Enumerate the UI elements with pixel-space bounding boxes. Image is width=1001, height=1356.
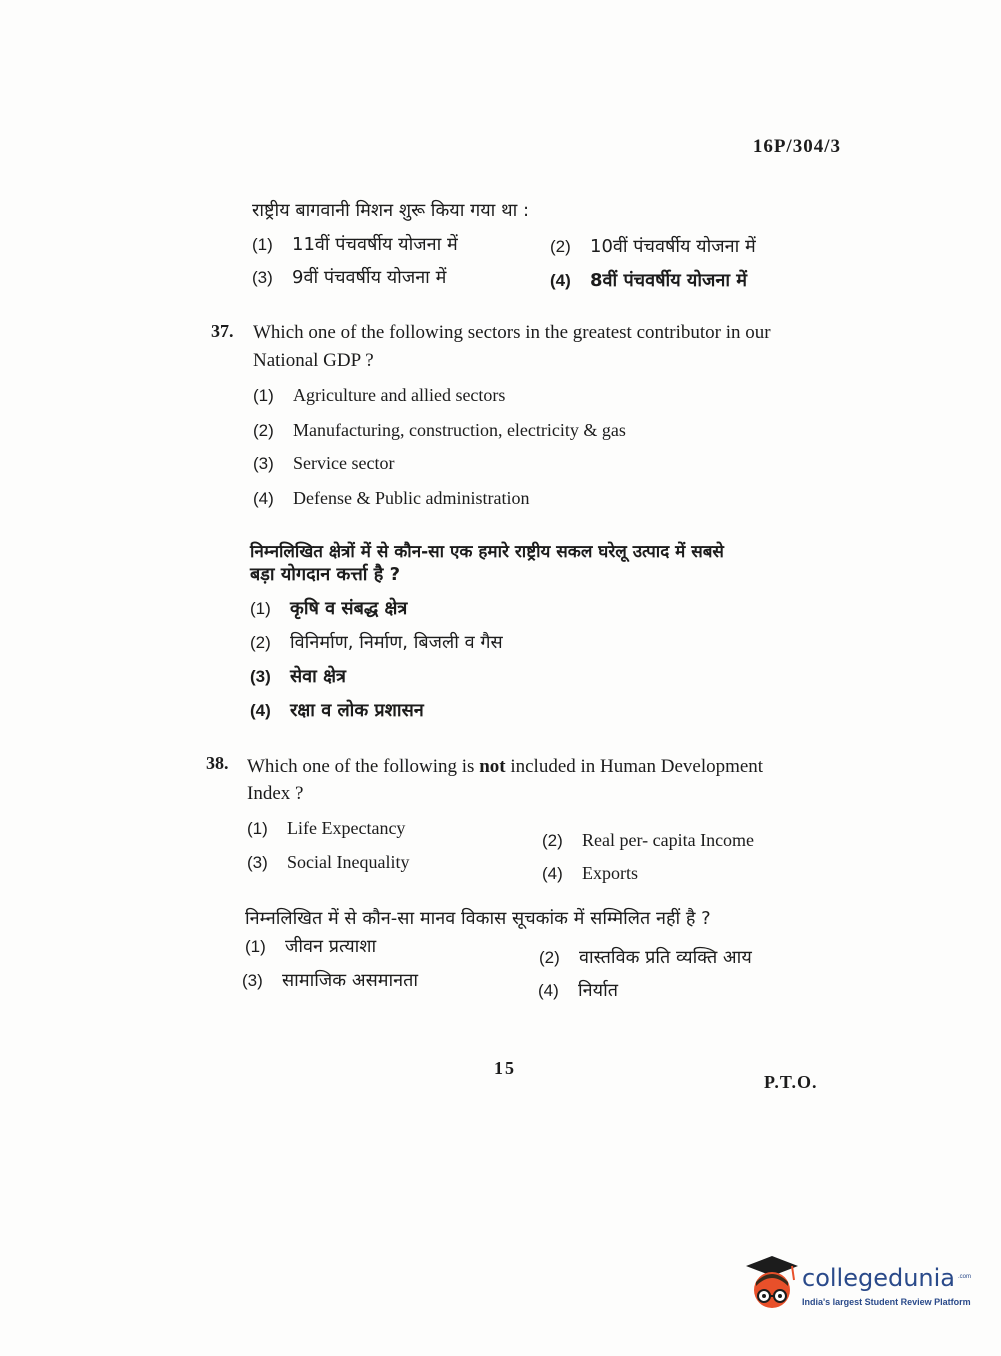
q36-stem-hindi: राष्ट्रीय बागवानी मिशन शुरू किया गया था : <box>252 200 530 221</box>
q37-option-en-3: (3) Service sector <box>253 453 395 473</box>
q38-number: 38. <box>206 753 229 773</box>
q38-option-hi-4: (4) निर्यात <box>538 980 619 1001</box>
q38-option-hi-2: (2) वास्तविक प्रति व्यक्ति आय <box>539 947 752 968</box>
q37-option-hi-2: (2) विनिर्माण, निर्माण, बिजली व गैस <box>250 632 503 653</box>
q38-option-en-1: (1) Life Expectancy <box>247 818 406 838</box>
q38-option-hi-3: (3) सामाजिक असमानता <box>242 970 419 991</box>
q36-option-3: (3) 9वीं पंचवर्षीय योजना में <box>252 267 447 288</box>
q37-number: 37. <box>211 321 234 341</box>
brand-tagline: India's largest Student Review Platform <box>802 1297 971 1307</box>
collegedunia-watermark <box>742 1252 972 1322</box>
q37-stem-english-line2: National GDP ? <box>253 350 374 371</box>
q37-stem-hindi-line1: निम्नलिखित क्षेत्रों में से कौन-सा एक हमारे राष्ट्रीय सकल घरेलू उत्पाद में सबसे <box>250 542 724 562</box>
q38-stem-english-line2: Index ? <box>247 783 304 804</box>
q37-option-en-4: (4) Defense & Public administration <box>253 488 530 508</box>
q38-option-en-2: (2) Real per- capita Income <box>542 830 755 850</box>
q37-option-en-2: (2) Manufacturing, construction, electricity & gas <box>253 420 626 440</box>
q38-stem-hindi: निम्नलिखित में से कौन-सा मानव विकास सूचकांक में सम्मिलित नहीं है ? <box>245 908 711 929</box>
q37-stem-english-line1: Which one of the following sectors in the greatest contributor in our <box>253 322 771 343</box>
q37-option-hi-1: (1) कृषि व संबद्ध क्षेत्र <box>250 598 408 619</box>
q38-option-en-3: (3) Social Inequality <box>247 852 410 872</box>
q38-option-hi-1: (1) जीवन प्रत्याशा <box>245 936 377 957</box>
q37-option-hi-3: (3) सेवा क्षेत्र <box>250 666 346 687</box>
brand-suffix: .com <box>958 1274 972 1280</box>
brand-name: collegedunia <box>802 1264 956 1292</box>
paper-code: 16P/304/3 <box>752 136 841 157</box>
pto-label: P.T.O. <box>764 1072 818 1092</box>
page-number: 15 <box>494 1058 516 1078</box>
q37-stem-hindi-line2: बड़ा योगदान कर्त्ता है ? <box>250 564 401 585</box>
q38-stem-english-line1: Which one of the following is not included in Human Development <box>247 756 764 777</box>
q36-option-4: (4) 8वीं पंचवर्षीय योजना में <box>550 270 748 291</box>
mascot-logo-icon <box>742 1252 802 1322</box>
q37-option-hi-4: (4) रक्षा व लोक प्रशासन <box>250 700 424 721</box>
q36-option-2: (2) 10वीं पंचवर्षीय योजना में <box>550 236 756 257</box>
q38-not-emphasis: not <box>479 756 506 777</box>
q36-option-1: (1) 11वीं पंचवर्षीय योजना में <box>252 234 458 255</box>
q38-option-en-4: (4) Exports <box>542 863 638 883</box>
q37-option-en-1: (1) Agriculture and allied sectors <box>253 385 506 405</box>
